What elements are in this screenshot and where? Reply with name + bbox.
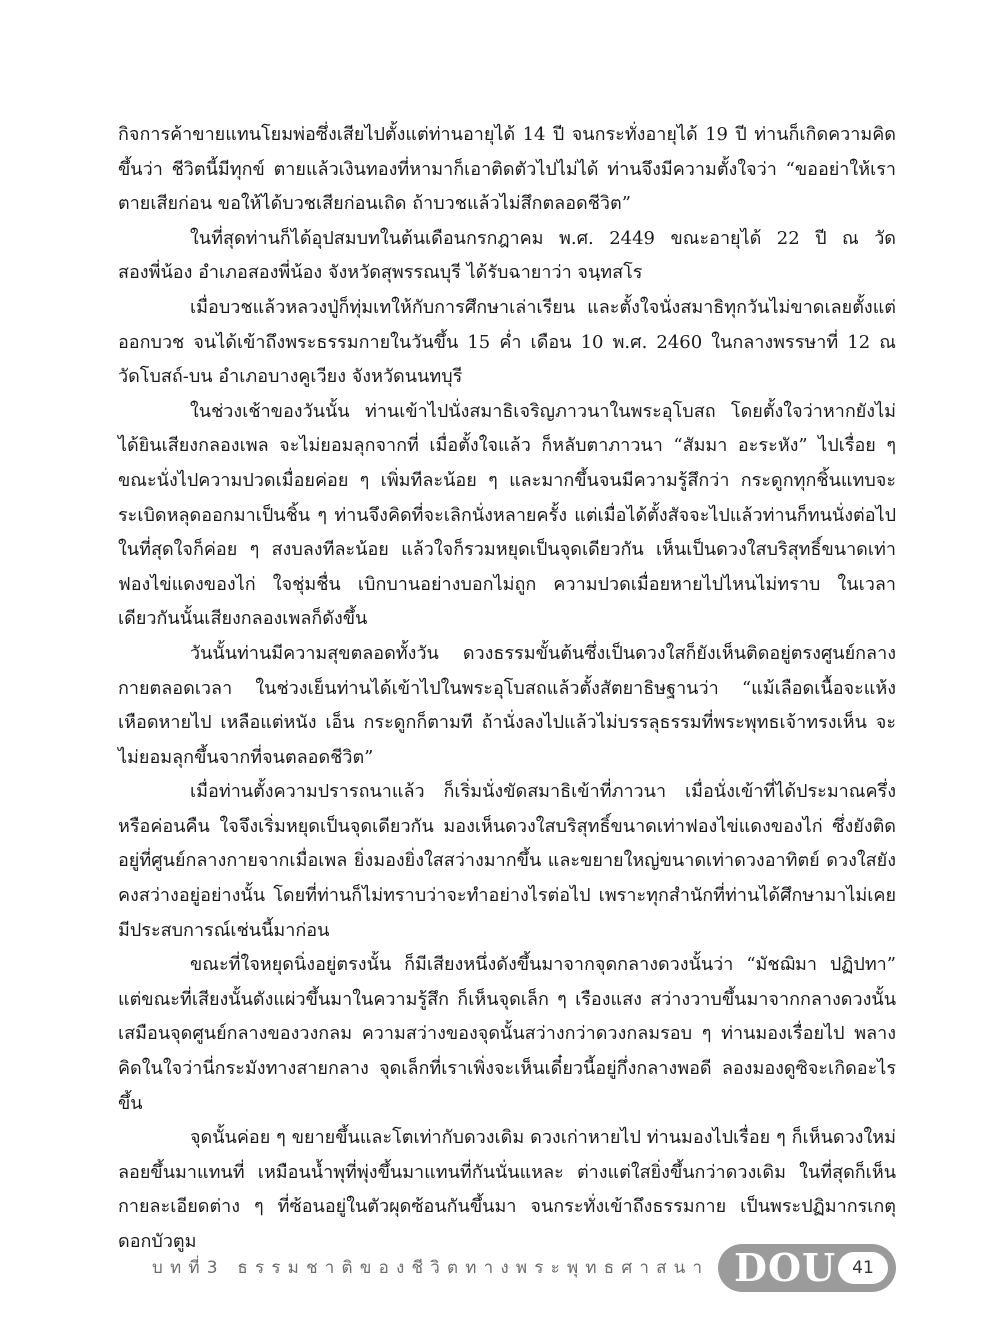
- paragraph: ในที่สุดท่านก็ได้อุปสมบทในต้นเดือนกรกฎาคม พ.ศ. 2449 ขณะอายุได้ 22 ปี ณ วัดสองพี่น้อง อำเภอสองพี่น้อง จังหวัดสุพรรณบุรี ได้รับฉายาว่า จนฺทสโร: [118, 227, 896, 284]
- paragraph: วันนั้นท่านมีความสุขตลอดทั้งวัน ดวงธรรมขั้นต้นซึ่งเป็นดวงใสก็ยังเห็นติดอยู่ตรงศูนย์กลางกายตลอดเวลา ในช่วงเย็นท่านได้เข้าไปในพระอุโบสถแล้วตั้งสัตยาธิษฐานว่า “แม้เลือดเนื้อจะแห้งเหือดหายไป เหลือแต่หนัง เอ็น กระดูกก็ตามที ถ้านั่งลงไปแล้วไม่บรรลุธรรมที่พระพุทธเจ้าทรงเห็น จะไม่ยอมลุกขึ้นจากที่จนตลอดชีวิต”: [118, 642, 896, 768]
- paragraph: ขณะที่ใจหยุดนิ่งอยู่ตรงนั้น ก็มีเสียงหนึ่งดังขึ้นมาจากจุดกลางดวงนั้นว่า “มัชฌิมา ปฏิปทา” แต่ขณะที่เสียงนั้นดังแผ่วขึ้นมาในความรู้สึก ก็เห็นจุดเล็ก ๆ เรืองแสง สว่างวาบขึ้นมาจากกลางดวงนั้น เสมือนจุดศูนย์กลางของวงกลม ความสว่างของจุดนั้นสว่างกว่าดวงกลมรอบ ๆ ท่านมองเรื่อยไป พลางคิดในใจว่านี่กระมังทางสายกลาง จุดเล็กที่เราเพิ่งจะเห็นเดี๋ยวนี้อยู่กึ่งกลางพอดี ลองมองดูซิจะเกิดอะไรขึ้น: [118, 954, 896, 1114]
- chapter-title: บทที่3 ธรรมชาติของชีวิตทางพระพุทธศาสนา: [152, 1258, 710, 1278]
- paragraph: ในช่วงเช้าของวันนั้น ท่านเข้าไปนั่งสมาธิเจริญภาวนาในพระอุโบสถ โดยตั้งใจว่าหากยังไม่ได้ยินเสียงกลองเพล จะไม่ยอมลุกจากที่ เมื่อตั้งใจแล้ว ก็หลับตาภาวนา “สัมมา อะระหัง” ไปเรื่อย ๆ ขณะนั่งไปความปวดเมื่อยค่อย ๆ เพิ่มทีละน้อย ๆ และมากขึ้นจนมีความรู้สึกว่า กระดูกทุกชิ้นแทบจะระเบิดหลุดออกมาเป็นชิ้น ๆ ท่านจึงคิดที่จะเลิกนั่งหลายครั้ง แต่เมื่อได้ตั้งสัจจะไปแล้วท่านก็ทนนั่งต่อไป ในที่สุดใจก็ค่อย ๆ สงบลงทีละน้อย แล้วใจก็รวมหยุดเป็นจุดเดียวกัน เห็นเป็นดวงใสบริสุทธิ์ขนาดเท่าฟองไข่แดงของไก่ ใจชุ่มชื่น เบิกบานอย่างบอกไม่ถูก ความปวดเมื่อยหายไปไหนไม่ทราบ ในเวลาเดียวกันนั้นเสียงกลองเพลก็ดังขึ้น: [118, 400, 896, 630]
- paragraph: เมื่อท่านตั้งความปรารถนาแล้ว ก็เริ่มนั่งขัดสมาธิเข้าที่ภาวนา เมื่อนั่งเข้าที่ได้ประมาณครึ่งหรือค่อนคืน ใจจึงเริ่มหยุดเป็นจุดเดียวกัน มองเห็นดวงใสบริสุทธิ์ขนาดเท่าฟองไข่แดงของไก่ ซึ่งยังติดอยู่ที่ศูนย์กลางกายจากเมื่อเพล ยิ่งมองยิ่งใสสว่างมากขึ้น และขยายใหญ่ขนาดเท่าดวงอาทิตย์ ดวงใสยังคงสว่างอยู่อย่างนั้น โดยที่ท่านก็ไม่ทราบว่าจะทำอย่างไรต่อไป เพราะทุกสำนักที่ท่านได้ศึกษามาไม่เคยมีประสบการณ์เช่นนี้มาก่อน: [118, 781, 896, 941]
- page-badge: [718, 1244, 896, 1292]
- paragraph-continued: กิจการค้าขายแทนโยมพ่อซึ่งเสียไปตั้งแต่ท่านอายุได้ 14 ปี จนกระทั่งอายุได้ 19 ปี ท่านก็เกิดความคิดขึ้นว่า ชีวิตนี้มีทุกข์ ตายแล้วเงินทองที่หามาก็เอาติดตัวไปไม่ได้ ท่านจึงมีความตั้งใจว่า “ขออย่าให้เราตายเสียก่อน ขอให้ได้บวชเสียก่อนเถิด ถ้าบวชแล้วไม่สึกตลอดชีวิต”: [118, 124, 896, 215]
- dou-logo: DOU: [734, 1245, 837, 1290]
- paragraph: เมื่อบวชแล้วหลวงปู่ก็ทุ่มเทให้กับการศึกษาเล่าเรียน และตั้งใจนั่งสมาธิทุกวันไม่ขาดเลยตั้งแต่ออกบวช จนได้เข้าถึงพระธรรมกายในวันขึ้น 15 ค่ำ เดือน 10 พ.ศ. 2460 ในกลางพรรษาที่ 12 ณ วัดโบสถ์-บน อำเภอบางคูเวียง จังหวัดนนทบุรี: [118, 296, 896, 388]
- page-number: 41: [838, 1252, 888, 1284]
- page-footer: [0, 1238, 1000, 1298]
- page-body: [118, 118, 896, 1260]
- paragraph: จุดนั้นค่อย ๆ ขยายขึ้นและโตเท่ากับดวงเดิม ดวงเก่าหายไป ท่านมองไปเรื่อย ๆ ก็เห็นดวงใหม่ลอยขึ้นมาแทนที่ เหมือนน้ำพุที่พุ่งขึ้นมาแทนที่กันนั่นแหละ ต่างแต่ใสยิ่งขึ้นกว่าดวงเดิม ในที่สุดก็เห็นกายละเอียดต่าง ๆ ที่ซ้อนอยู่ในตัวผุดซ้อนกันขึ้นมา จนกระทั่งเข้าถึงธรรมกาย เป็นพระปฏิมากรเกตุดอกบัวตูม: [118, 1127, 896, 1252]
